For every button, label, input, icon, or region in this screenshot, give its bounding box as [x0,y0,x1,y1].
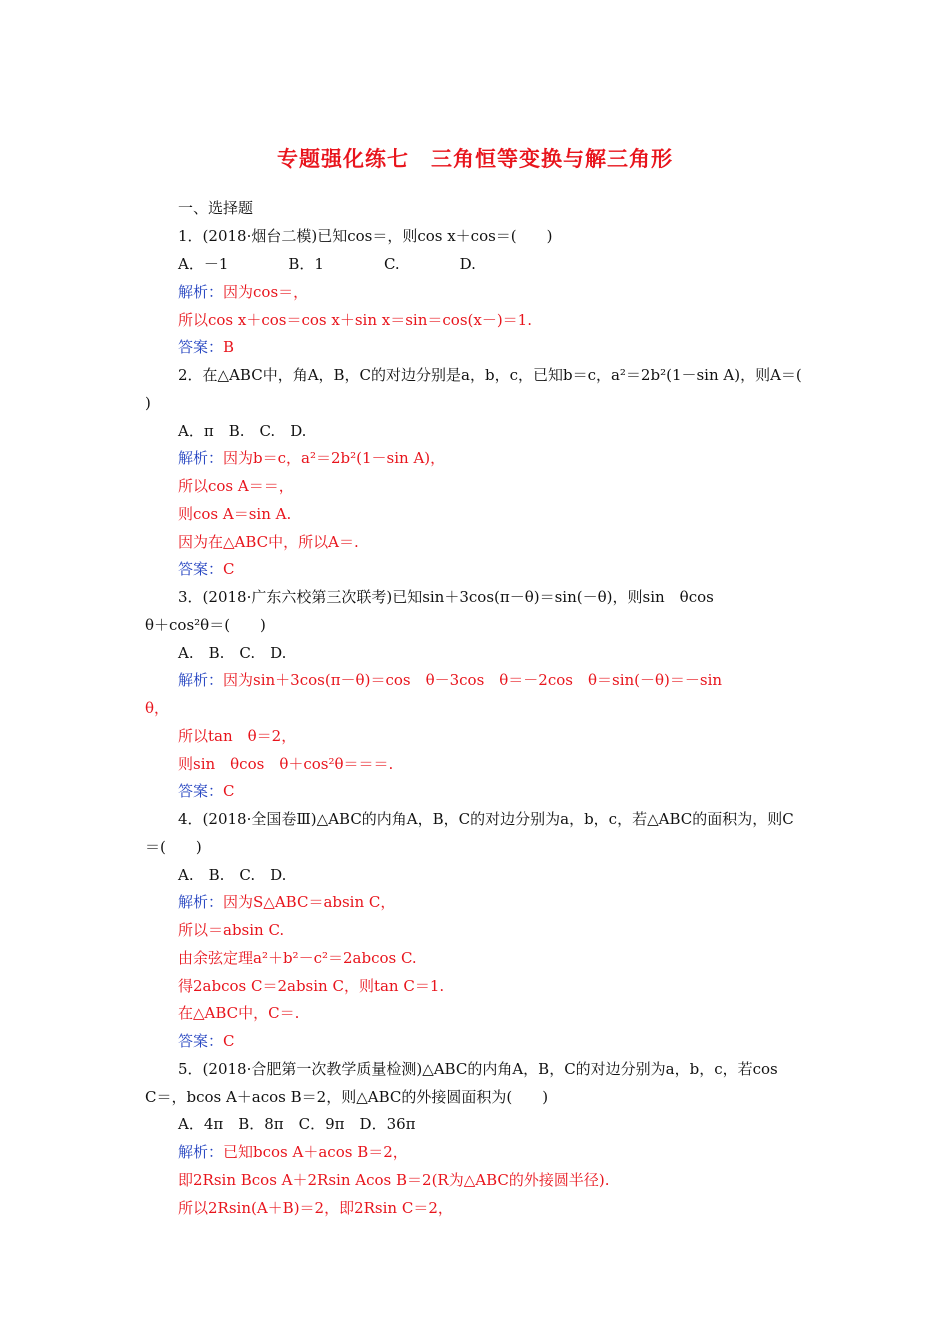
solution-label: 解析： [178,671,224,689]
question-5-stem-cont: C＝，bcos A＋acos B＝2，则△ABC的外接圆面积为( ) [145,1088,549,1106]
question-1-solution [178,282,308,302]
answer-label: 答案： [178,1032,224,1050]
answer-value: C [223,1032,235,1050]
solution-label: 解析： [178,1143,224,1161]
question-5-options: A．4π B．8π C．9π D．36π [178,1115,416,1133]
question-4-stem: 4．(2018·全国卷Ⅲ)△ABC的内角A，B，C的对边分别为a，b，c，若△ABC的面积为，则C [178,810,794,828]
question-1-stem: 1．(2018·烟台二模)已知cos＝，则cos x＋cos＝( ) [178,227,553,245]
solution-label: 解析： [178,449,224,467]
solution-line: 因为sin＋3cos(π－θ)＝cos θ－3cos θ＝－2cos θ＝sin(－θ)＝－sin [223,671,723,689]
section-heading: 一、选择题 [178,199,254,217]
solution-line: 所以＝absin C. [178,921,285,939]
solution-line: 所以2Rsin(A＋B)＝2，即2Rsin C＝2， [178,1199,453,1217]
solution-line: 则cos A＝sin A. [178,505,292,523]
solution-line: 得2abcos C＝2absin C，则tan C＝1. [178,977,445,995]
solution-line: θ， [145,699,170,717]
solution-line: 所以tan θ＝2， [178,727,297,745]
question-4-stem-cont: ＝( ) [145,838,202,856]
solution-label: 解析： [178,893,224,911]
page-title: 专题强化练七 三角恒等变换与解三角形 [277,146,673,171]
answer-value: B [223,338,235,356]
solution-label: 解析： [178,283,224,301]
question-3-options: A. B. C. D. [178,644,287,662]
solution-line: 因为S△ABC＝absin C， [223,893,396,911]
solution-line: 由余弦定理a²＋b²－c²＝2abcos C. [178,949,417,967]
question-1-options: A．－1 B．1 C. D. [178,255,476,273]
question-2-stem-cont: ) [145,394,151,412]
question-4-options: A. B. C. D. [178,866,287,884]
solution-line: 所以cos x＋cos＝cos x＋sin x＝sin＝cos(x－)＝1. [178,311,532,329]
question-2-solution [178,448,445,468]
question-4-solution [178,892,395,912]
question-3-answer [178,781,235,801]
solution-line: 因为在△ABC中，所以A＝. [178,533,359,551]
question-5-stem: 5．(2018·合肥第一次教学质量检测)△ABC的内角A，B，C的对边分别为a，b，c，若cos [178,1060,778,1078]
solution-line: 在△ABC中，C＝. [178,1004,300,1022]
question-2-options: A．π B. C. D. [178,422,307,440]
question-5-solution [178,1142,408,1162]
question-2-answer [178,559,235,579]
question-3-stem-cont: θ＋cos²θ＝( ) [145,616,266,634]
answer-label: 答案： [178,560,224,578]
solution-line: 所以cos A＝＝， [178,477,294,495]
answer-value: C [223,560,235,578]
question-2-stem: 2．在△ABC中，角A，B，C的对边分别是a，b，c，已知b＝c，a²＝2b²(1－sin A)，则A＝( [178,366,802,384]
question-1-answer [178,337,234,357]
question-3-solution [178,670,722,690]
question-3-stem: 3．(2018·广东六校第三次联考)已知sin＋3cos(π－θ)＝sin(－θ)，则sin θcos [178,588,714,606]
question-4-answer [178,1031,235,1051]
solution-line: 因为cos＝， [223,283,309,301]
solution-line: 则sin θcos θ＋cos²θ＝＝＝. [178,755,394,773]
answer-value: C [223,782,235,800]
solution-line: 因为b＝c，a²＝2b²(1－sin A)， [223,449,446,467]
solution-line: 已知bcos A＋acos B＝2， [223,1143,408,1161]
answer-label: 答案： [178,782,224,800]
answer-label: 答案： [178,338,224,356]
solution-line: 即2Rsin Bcos A＋2Rsin Acos B＝2(R为△ABC的外接圆半径). [178,1171,610,1189]
